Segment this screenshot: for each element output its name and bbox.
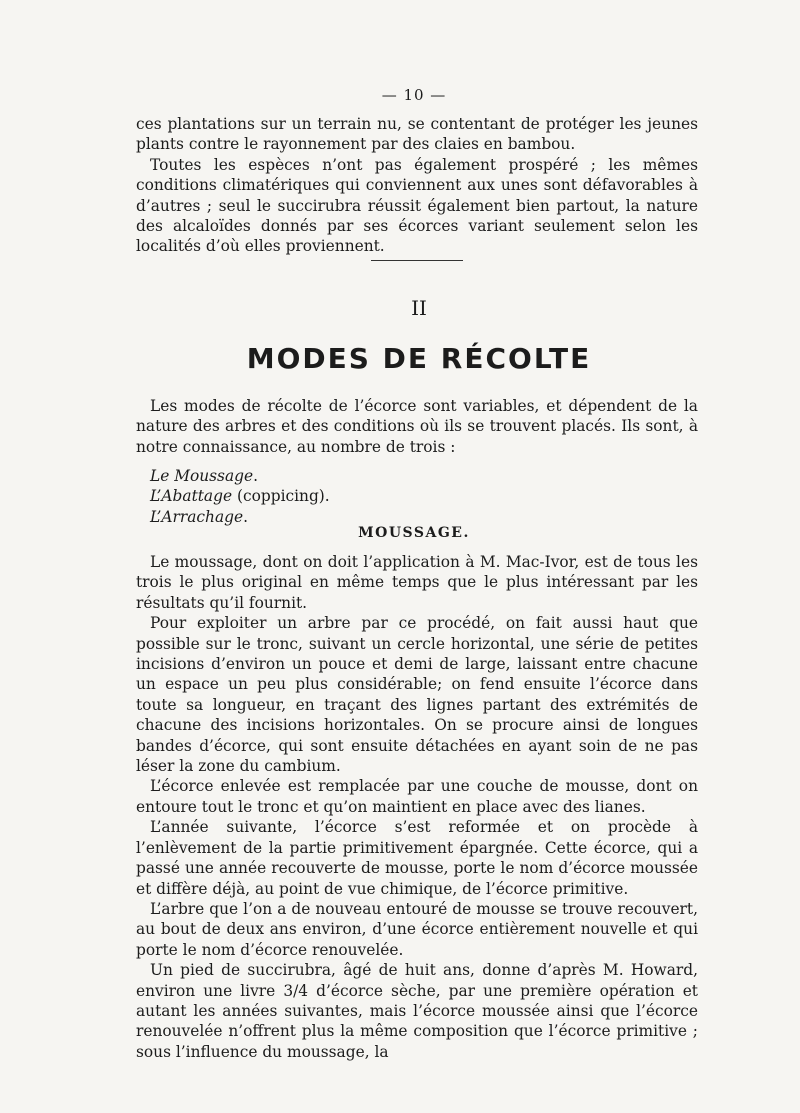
subsection-title: MOUSSAGE. — [358, 525, 470, 541]
paragraph: L’arbre que l’on a de nouveau entouré de mousse se trouve recouvert, au bout de deux ans environ, d’une écorce entièrement nouvelle et qui porte le nom d’écorce renouvelée. — [136, 899, 698, 959]
paragraph: Le moussage, dont on doit l’application à M. Mac-Ivor, est de tous les trois le plus original en même temps que le plus intéressant par les résultats qu’il fournit. — [136, 553, 698, 612]
paragraph: Toutes les espèces n’ont pas également prospéré ; les mêmes conditions climatériques qui conviennent aux unes sont défavorables à d’autres ; seul le succirubra réussit également bien partout, la nature des alcaloïdes donnés par ses écorces variant seulement selon les localités d’où elles proviennent. — [136, 155, 698, 256]
section-divider — [371, 260, 463, 261]
method-suffix: . — [253, 467, 258, 485]
method-suffix: (coppicing). — [232, 487, 330, 506]
method-suffix: . — [243, 507, 248, 526]
method-item — [150, 486, 330, 506]
section-number: II — [411, 296, 427, 320]
paragraph: L’écorce enlevée est remplacée par une couche de mousse, dont on entoure tout le tronc et qu’on maintient en place avec des lianes. — [136, 777, 698, 816]
paragraph: Pour exploiter un arbre par ce procédé, on fait aussi haut que possible sur le tronc, suivant un cercle horizontal, une série de petites incisions d’environ un pouce et demi de large, laissant entre chacune un espace un peu plus considérable; on fend ensuite l’écorce dans toute sa longueur, en traçant des lignes partant des extrémités de chacune des incisions horizontales. On se procure ainsi de longues bandes d’écorce, qui sont ensuite détachées en ayant soin de ne pas léser la zone du cambium. — [136, 614, 698, 776]
harvest-methods-list — [150, 466, 330, 527]
method-name: Le Moussage — [150, 467, 254, 485]
paragraph: L’année suivante, l’écorce s’est reformée et on procède à l’enlèvement de la partie primitivement épargnée. Cette écorce, qui a passé une année recouverte de mousse, porte le nom d’écorce moussée et diffère déjà, au point de vue chimique, de l’écorce primitive. — [136, 818, 698, 898]
method-name: L’Abattage — [150, 487, 233, 506]
intro-text — [136, 114, 698, 257]
moussage-text — [136, 552, 698, 1062]
paragraph: ces plantations sur un terrain nu, se contentant de protéger les jeunes plants contre le rayonnement par des claies en bambou. — [136, 115, 698, 154]
method-name: L’Arrachage — [150, 507, 244, 526]
section-title: MODES DE RÉCOLTE — [246, 342, 592, 375]
section-intro-text — [136, 396, 698, 457]
paragraph: Les modes de récolte de l’écorce sont variables, et dépendent de la nature des arbres et des conditions où ils se trouvent placés. Ils sont, à notre connaissance, au nombre de trois : — [136, 397, 698, 456]
paragraph: Un pied de succirubra, âgé de huit ans, donne d’après M. Howard, environ une livre 3/4 d’écorce sèche, par une première opération et autant les années suivantes, mais l’écorce moussée ainsi que l’écorce renouvelée n’offrent plus la même composition que l’écorce primitive ; sous l’influence du moussage, la — [136, 961, 698, 1061]
page-number: — 10 — — [381, 86, 447, 104]
method-item — [150, 466, 330, 486]
